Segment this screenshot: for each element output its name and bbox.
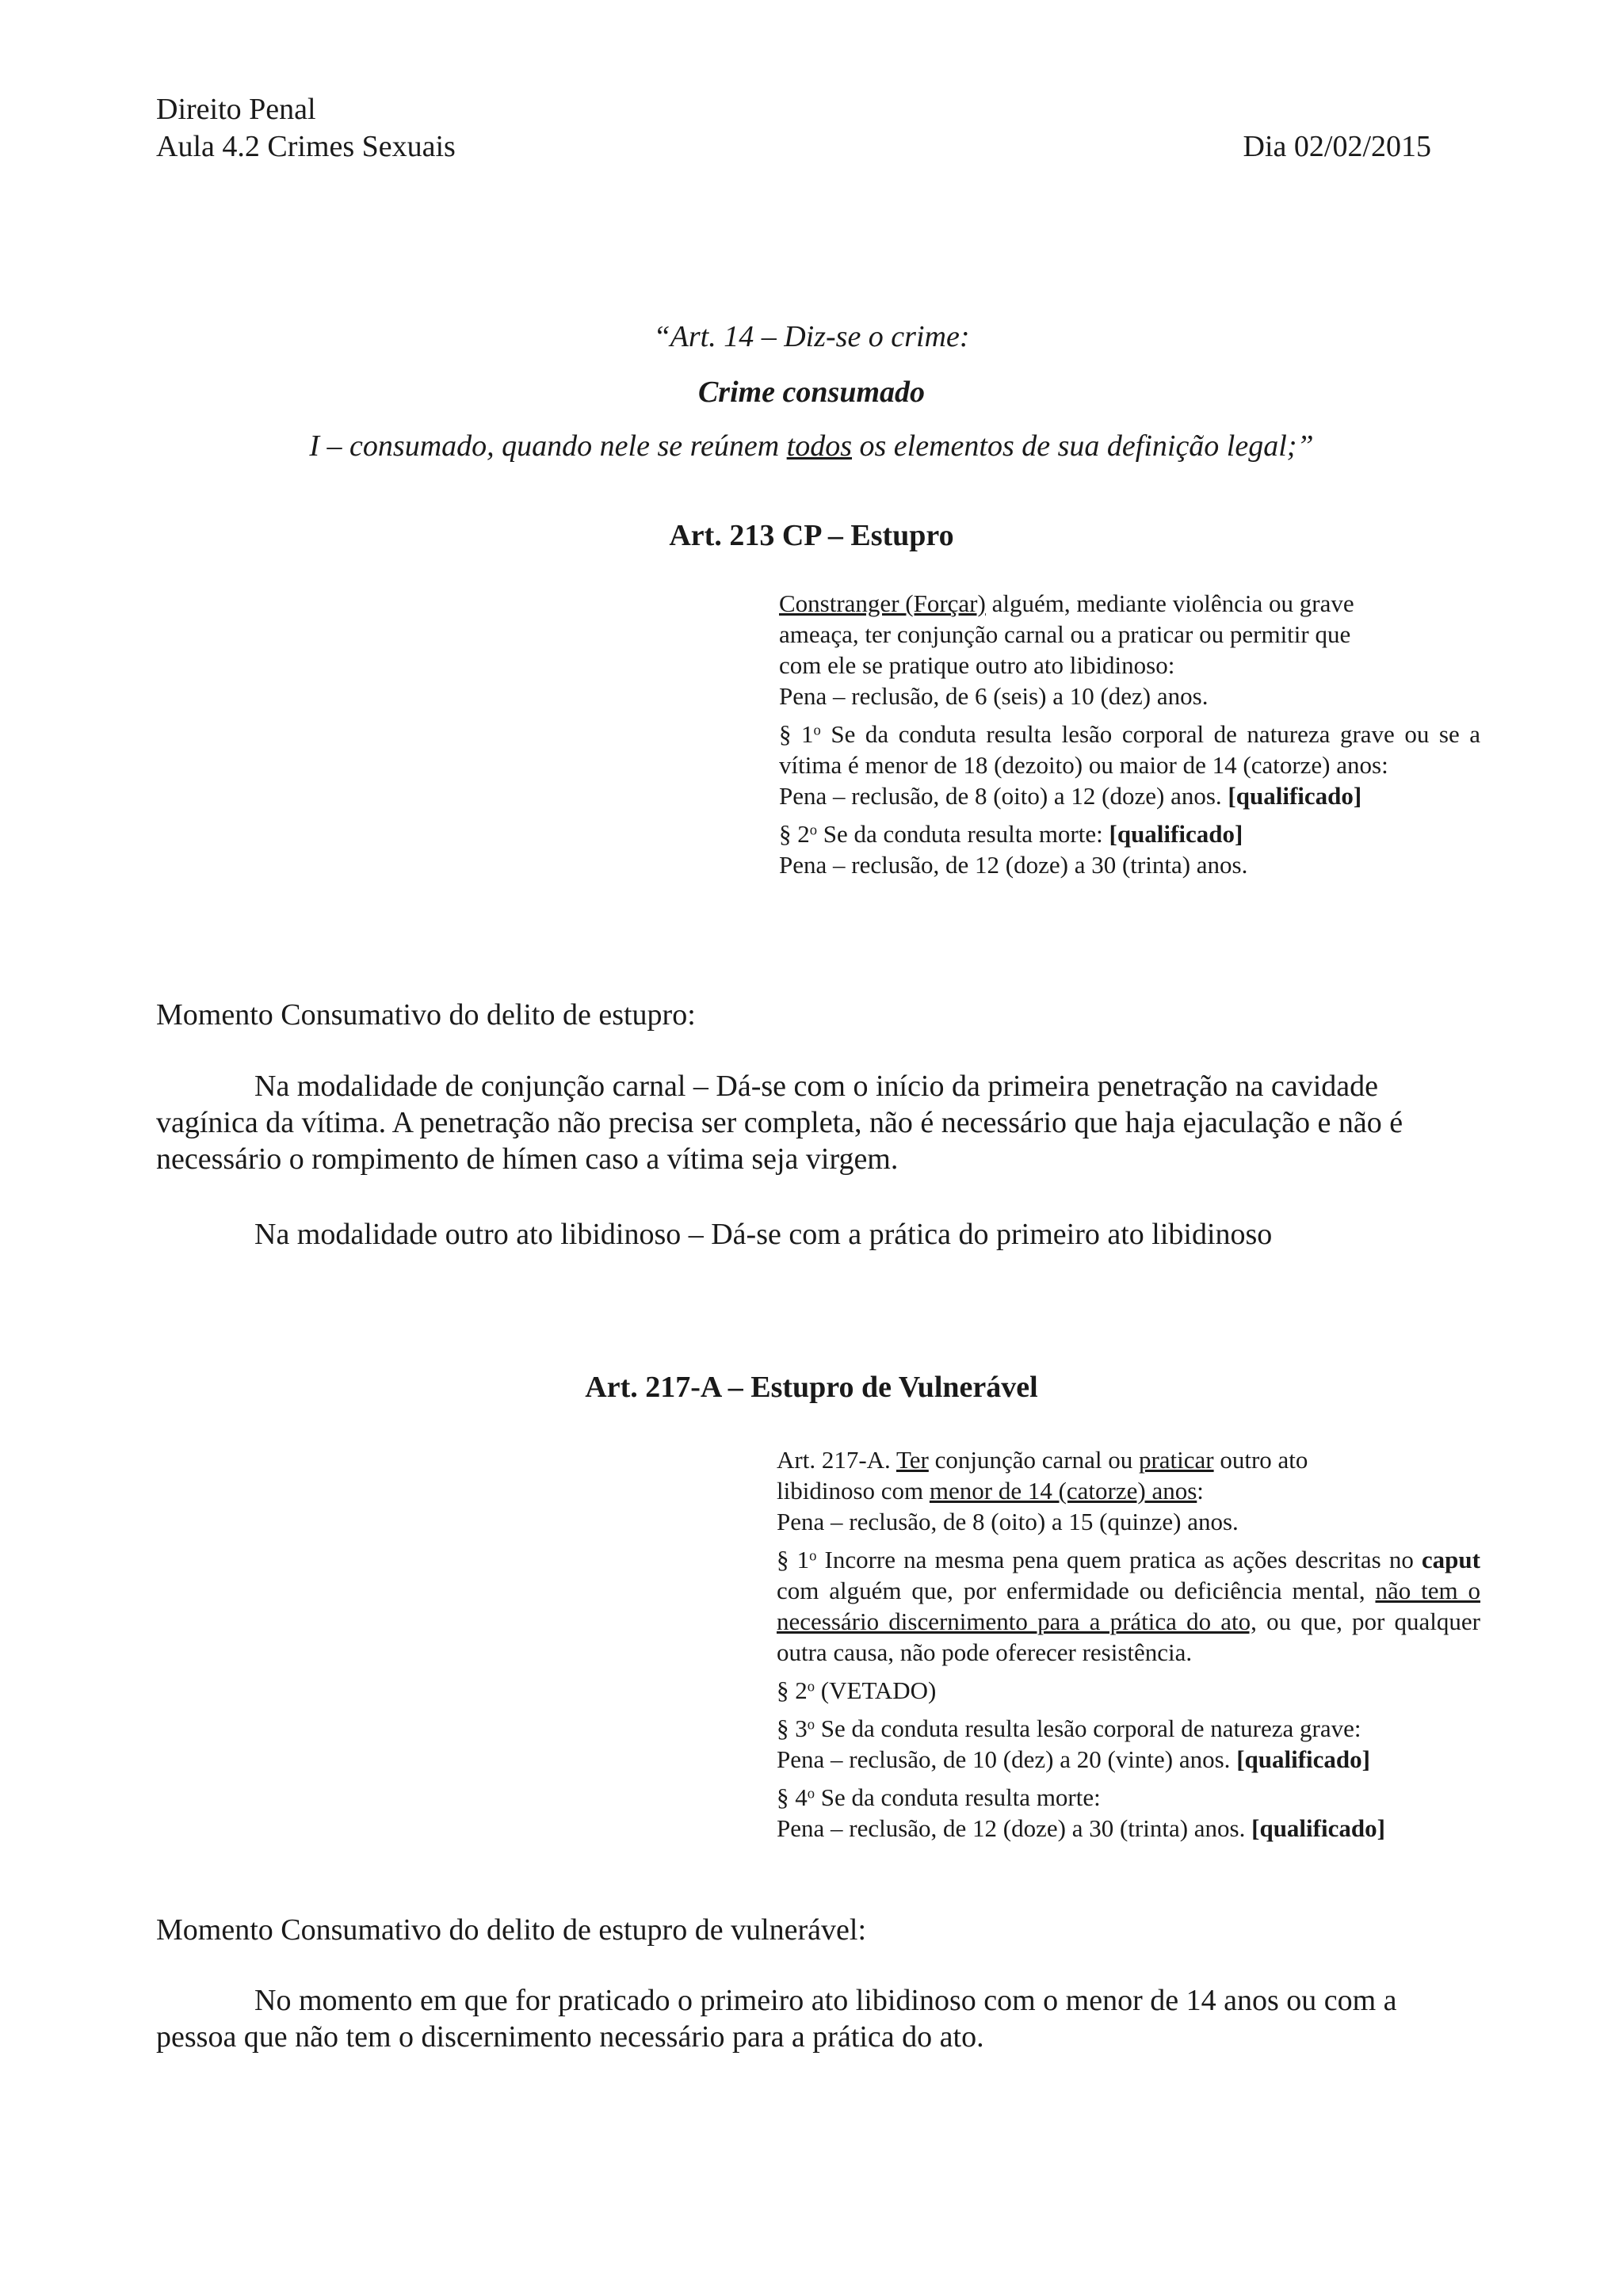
momento1-title: Momento Consumativo do delito de estupro: — [156, 998, 696, 1032]
art217-paragraph3: § 3$^o$ Se da conduta resulta lesão corporal de natureza grave: — [777, 1714, 1361, 1742]
art213-caput-line1: Constranger (Forçar) alguém, mediante violência ou grave — [779, 589, 1354, 617]
art217-paragraph2: § 2$^o$ (VETADO) — [777, 1676, 937, 1704]
art217-paragraph1: § 1$^o$ Incorre na mesma pena quem pratica as ações descritas no caput com alguém que, por enfermidade ou deficiência mental, não tem o necessário discernimento para a prática do ato, ou que, por qualquer outra causa, não pode oferecer resistência. — [777, 1546, 1480, 1666]
art213-paragraph1: § 1$^o$ Se da conduta resulta lesão corporal de natureza grave ou se a vítima é menor de 18 (dezoito) ou maior de 14 (catorze) anos: — [779, 720, 1481, 779]
art14-line3: I – consumado, quando nele se reúnem todos os elementos de sua definição legal;” — [309, 429, 1314, 463]
art14-crime-consumado: Crime consumado — [697, 376, 926, 409]
art217-paragraph4-pena: Pena – reclusão, de 12 (doze) a 30 (trinta) anos. [qualificado] — [777, 1814, 1385, 1842]
art217-pena: Pena – reclusão, de 8 (oito) a 15 (quinze) anos. — [777, 1508, 1239, 1535]
art213-caput-line2: ameaça, ter conjunção carnal ou a praticar ou permitir que — [779, 620, 1351, 648]
lesson-date: Dia 02/02/2015 — [1243, 130, 1431, 163]
art213-caput-line3: com ele se pratique outro ato libidinoso: — [779, 651, 1175, 679]
art217-caput-line2: libidinoso com menor de 14 (catorze) anos: — [777, 1477, 1204, 1505]
art213-text — [779, 588, 1480, 880]
lesson-title: Aula 4.2 Crimes Sexuais — [156, 130, 456, 163]
art217-paragraph3-pena: Pena – reclusão, de 10 (dez) a 20 (vinte) anos. [qualificado] — [777, 1745, 1370, 1773]
momento1-paragraph2: Na modalidade outro ato libidinoso – Dá-se com a prática do primeiro ato libidinoso — [254, 1218, 1273, 1251]
art213-pena: Pena – reclusão, de 6 (seis) a 10 (dez) anos. — [779, 682, 1209, 710]
momento2-title: Momento Consumativo do delito de estupro de vulnerável: — [156, 1913, 867, 1947]
momento1-paragraph1: Na modalidade de conjunção carnal – Dá-se com o início da primeira penetração na cavidade vagínica da vítima. A penetração não precisa ser completa, não é necessário que haja ejaculação e não é necessário o rompimento de hímen caso a vítima seja virgem. — [156, 1070, 1403, 1176]
art14-line1: “Art. 14 – Diz-se o crime: — [653, 320, 970, 353]
momento2-paragraph1: No momento em que for praticado o primeiro ato libidinoso com o menor de 14 anos ou com a pessoa que não tem o discernimento necessário para a prática do ato. — [156, 1984, 1397, 2054]
art213-paragraph1-pena: Pena – reclusão, de 8 (oito) a 12 (doze) anos. [qualificado] — [779, 782, 1362, 810]
art217-heading: Art. 217-A – Estupro de Vulnerável — [585, 1371, 1038, 1404]
art217-paragraph4: § 4$^o$ Se da conduta resulta morte: — [777, 1783, 1101, 1811]
art217-caput-line1: Art. 217-A. Ter conjunção carnal ou praticar outro ato — [777, 1446, 1308, 1474]
art213-paragraph2: § 2$^o$ Se da conduta resulta morte: [qualificado] — [779, 820, 1243, 848]
art213-paragraph2-pena: Pena – reclusão, de 12 (doze) a 30 (trinta) anos. — [779, 851, 1248, 879]
art217-text — [777, 1444, 1480, 1844]
art213-heading: Art. 213 CP – Estupro — [669, 519, 954, 552]
subject-title: Direito Penal — [156, 93, 316, 126]
